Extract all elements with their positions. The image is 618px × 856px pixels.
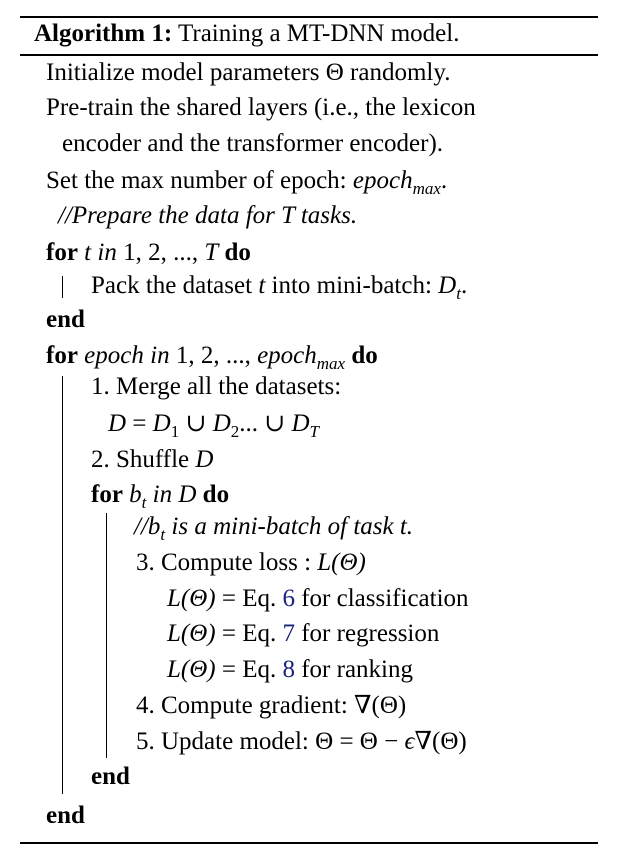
for-in: in (91, 239, 124, 266)
pack-text: Pack the dataset (91, 272, 259, 299)
eq-equals: = (126, 410, 153, 437)
grad-text: 4. Compute gradient: (136, 692, 355, 719)
for-tasks-block-bar (62, 276, 63, 298)
eq-suffix: for ranking (294, 656, 414, 683)
comment-slashes: // (134, 513, 148, 540)
bottom-rule (20, 842, 598, 844)
pack-post: . (460, 272, 468, 299)
pack-D: D (438, 272, 457, 299)
eq-sub-2: 2 (230, 422, 240, 441)
for-T: T (204, 239, 219, 266)
eq-sub-1: 1 (170, 422, 180, 441)
loss-text: 3. Compute loss : (136, 549, 318, 576)
line-pack (91, 271, 467, 303)
comment-prepare-var: T (281, 202, 295, 229)
eq-prefix: = Eq. (215, 656, 283, 683)
eq-dots: ... ∪ (239, 410, 292, 437)
loss-lhs: L(Θ) (167, 585, 216, 612)
for-in: in (143, 342, 176, 369)
step-loss (136, 548, 366, 578)
step-update (136, 727, 467, 757)
for-range: 1, 2, ..., (123, 239, 205, 266)
comment-b-text: is a mini-batch of task t. (165, 513, 414, 540)
update-epsilon: ϵ (404, 728, 415, 755)
end-for-tasks: end (46, 306, 85, 333)
comment-prepare (58, 201, 357, 231)
for-batch-block-bar (106, 513, 107, 758)
loss-ranking (167, 655, 413, 685)
for-var: epoch (84, 342, 144, 369)
for-b: b (129, 481, 142, 508)
top-rule (20, 16, 598, 18)
algorithm-label: Algorithm 1: (34, 20, 173, 47)
for-tasks-header (46, 238, 251, 268)
loss-lhs: L(Θ) (167, 656, 216, 683)
eq-D1: D (152, 410, 171, 437)
do-keyword: do (351, 342, 378, 369)
eq-D2: D (212, 410, 231, 437)
comment-b-sub: t (160, 525, 166, 544)
step-merge: 1. Merge all the datasets: (91, 373, 342, 400)
loss-regression (167, 619, 439, 649)
equation-ref-7[interactable]: 7 (282, 620, 295, 647)
pack-sub: t (456, 284, 461, 303)
for-D: D (178, 481, 197, 508)
merge-equation (108, 409, 319, 441)
line-pretrain-1: Pre-train the shared layers (i.e., the lexicon (46, 94, 476, 121)
update-text: 5. Update model: (136, 728, 316, 755)
for-keyword: for (46, 342, 78, 369)
eq-prefix: = Eq. (215, 620, 283, 647)
for-in: in (146, 481, 179, 508)
pack-mid: into mini-batch: (265, 272, 439, 299)
for-epoch: epoch (257, 342, 317, 369)
update-expr: Θ = Θ − (315, 728, 405, 755)
for-keyword: for (46, 239, 78, 266)
for-range: 1, 2, ..., (175, 342, 258, 369)
set-epoch-post: . (440, 167, 448, 194)
step-gradient (136, 691, 406, 721)
do-keyword: do (224, 239, 251, 266)
update-grad: ∇(Θ) (414, 728, 467, 755)
eq-sub-T: T (309, 422, 319, 441)
eq-cup: ∪ (179, 410, 213, 437)
shuffle-text: 2. Shuffle (91, 446, 196, 473)
equation-ref-6[interactable]: 6 (282, 585, 295, 612)
comment-prepare-text: //Prepare the data for (58, 202, 282, 229)
eq-suffix: for classification (294, 585, 469, 612)
for-batch-header (91, 480, 229, 512)
equation-ref-8[interactable]: 8 (282, 656, 295, 683)
caption-rule (20, 54, 598, 56)
line-set-epoch (46, 166, 447, 198)
for-epoch-header (46, 341, 378, 373)
loss-lhs: L(Θ) (167, 620, 216, 647)
for-epoch-block-bar (62, 376, 63, 794)
comment-prepare-post: tasks. (294, 202, 358, 229)
for-var: t (84, 239, 92, 266)
comment-b: b (147, 513, 161, 540)
line-pretrain-2: encoder and the transformer encoder). (62, 130, 444, 157)
do-keyword: do (202, 481, 230, 508)
loss-classification (167, 584, 469, 614)
for-b-sub: t (141, 493, 147, 512)
set-epoch-sub: max (412, 179, 441, 198)
loss-expr: L(Θ) (317, 549, 366, 576)
for-epoch-sub: max (316, 354, 346, 373)
for-keyword: for (91, 481, 123, 508)
eq-DT: D (291, 410, 310, 437)
eq-D: D (108, 410, 127, 437)
shuffle-var: D (195, 446, 214, 473)
eq-prefix: = Eq. (215, 585, 283, 612)
line-init: Initialize model parameters Θ randomly. (46, 59, 451, 86)
comment-batch (134, 512, 413, 544)
end-for-batch: end (91, 763, 130, 790)
end-for-epoch: end (46, 802, 85, 829)
set-epoch-var: epoch (352, 167, 413, 194)
algorithm-caption (34, 19, 459, 49)
pack-var: t (258, 272, 266, 299)
step-shuffle (91, 445, 213, 475)
set-epoch-text: Set the max number of epoch: (46, 167, 353, 194)
eq-suffix: for regression (294, 620, 440, 647)
grad-expr: ∇(Θ) (354, 692, 407, 719)
algorithm-title: Training a MT-DNN model. (177, 20, 460, 47)
